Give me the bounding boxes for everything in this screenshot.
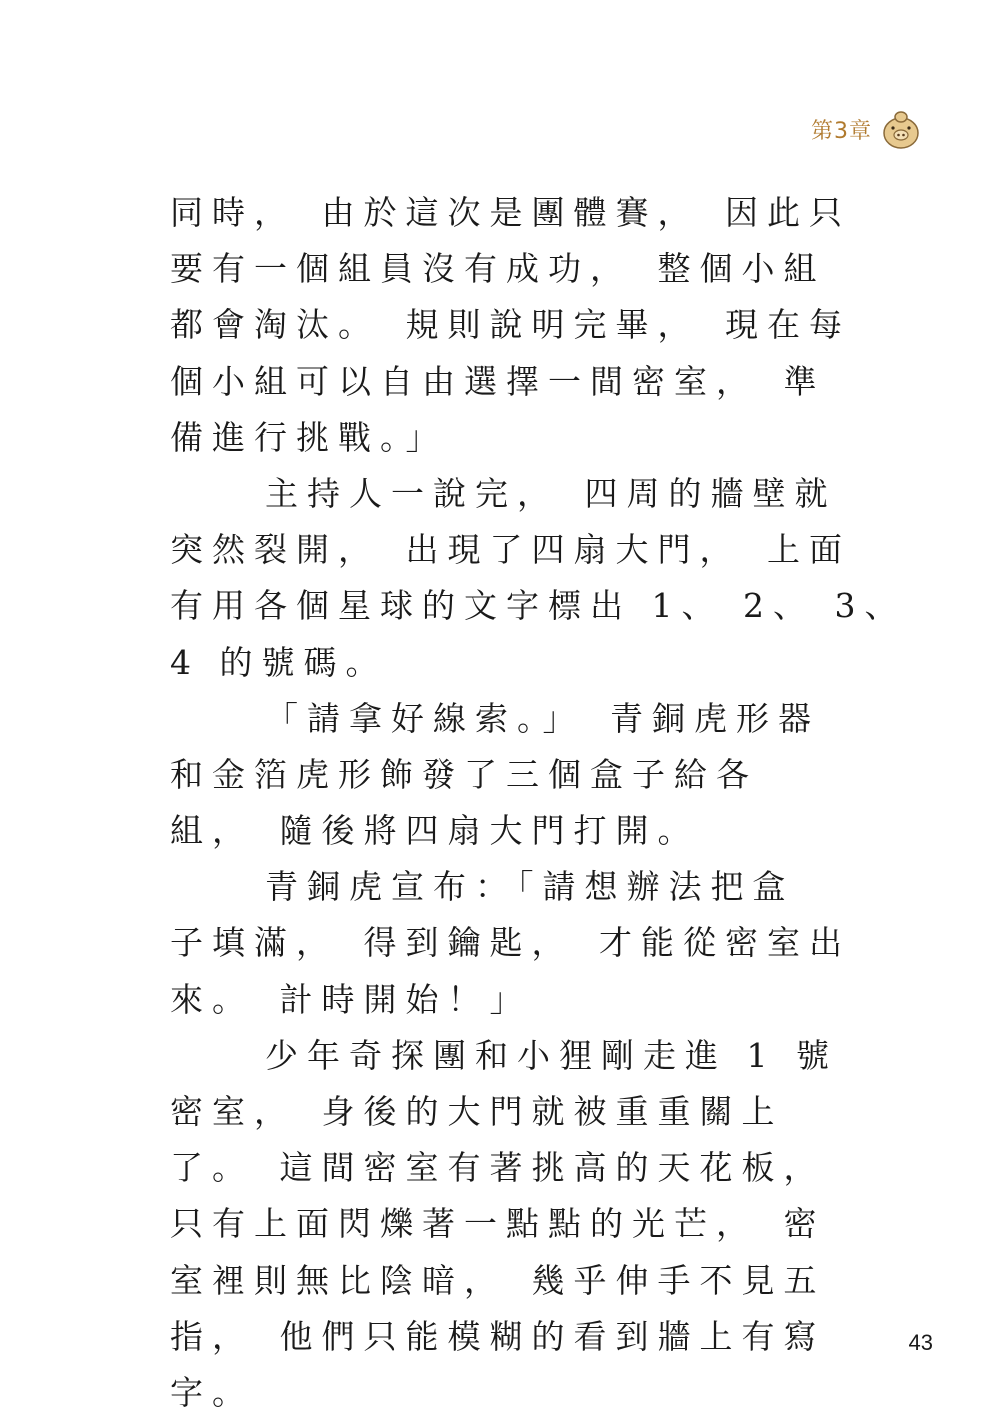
text-line: 和金箔虎形飾發了三個盒子給各 [170, 754, 758, 794]
text-line: 青銅虎宣布：「請想辦法把盒 [265, 867, 795, 907]
chapter-header [811, 108, 922, 150]
chapter-label: 第3章 [811, 118, 872, 144]
text-line: 指， 他們只能模糊的看到牆上有寫 [170, 1316, 826, 1356]
page-number: 43 [908, 1330, 933, 1355]
text-line: 室裡則無比陰暗， 幾乎伸手不見五 [170, 1260, 826, 1300]
text-line: 來。 計時開始！」 [170, 979, 532, 1019]
text-line: 備進行挑戰。」 [170, 417, 448, 457]
text-line: 4 的號碼。 [170, 642, 388, 682]
text-line: 「請拿好線索。」 青銅虎形器 [265, 698, 820, 738]
text-line: 組， 隨後將四扇大門打開。 [170, 811, 700, 851]
text-line: 少年奇探團和小狸剛走進 1 號 [265, 1035, 838, 1075]
text-line: 同時， 由於這次是團體賽， 因此只 [170, 193, 851, 232]
text-line: 突然裂開， 出現了四扇大門， 上面 [170, 530, 851, 570]
body-text [170, 185, 907, 1421]
gourd-mascot-icon [880, 108, 922, 150]
text-line: 要有一個組員沒有成功， 整個小組 [170, 249, 826, 289]
text-line: 字。 [170, 1372, 254, 1412]
text-line: 都會淘汰。 規則說明完畢， 現在每 [170, 305, 851, 345]
text-line: 了。 這間密室有著挑高的天花板， [170, 1148, 826, 1188]
text-line: 密室， 身後的大門就被重重關上 [170, 1092, 784, 1131]
text-line: 只有上面閃爍著一點點的光芒， 密 [170, 1204, 826, 1244]
text-line: 個小組可以自由選擇一間密室， 準 [170, 361, 826, 401]
text-line: 子填滿， 得到鑰匙， 才能從密室出 [170, 923, 851, 963]
text-line: 有用各個星球的文字標出 1、 2、 3、 [170, 586, 907, 626]
text-line: 主持人一說完， 四周的牆壁就 [265, 473, 837, 513]
